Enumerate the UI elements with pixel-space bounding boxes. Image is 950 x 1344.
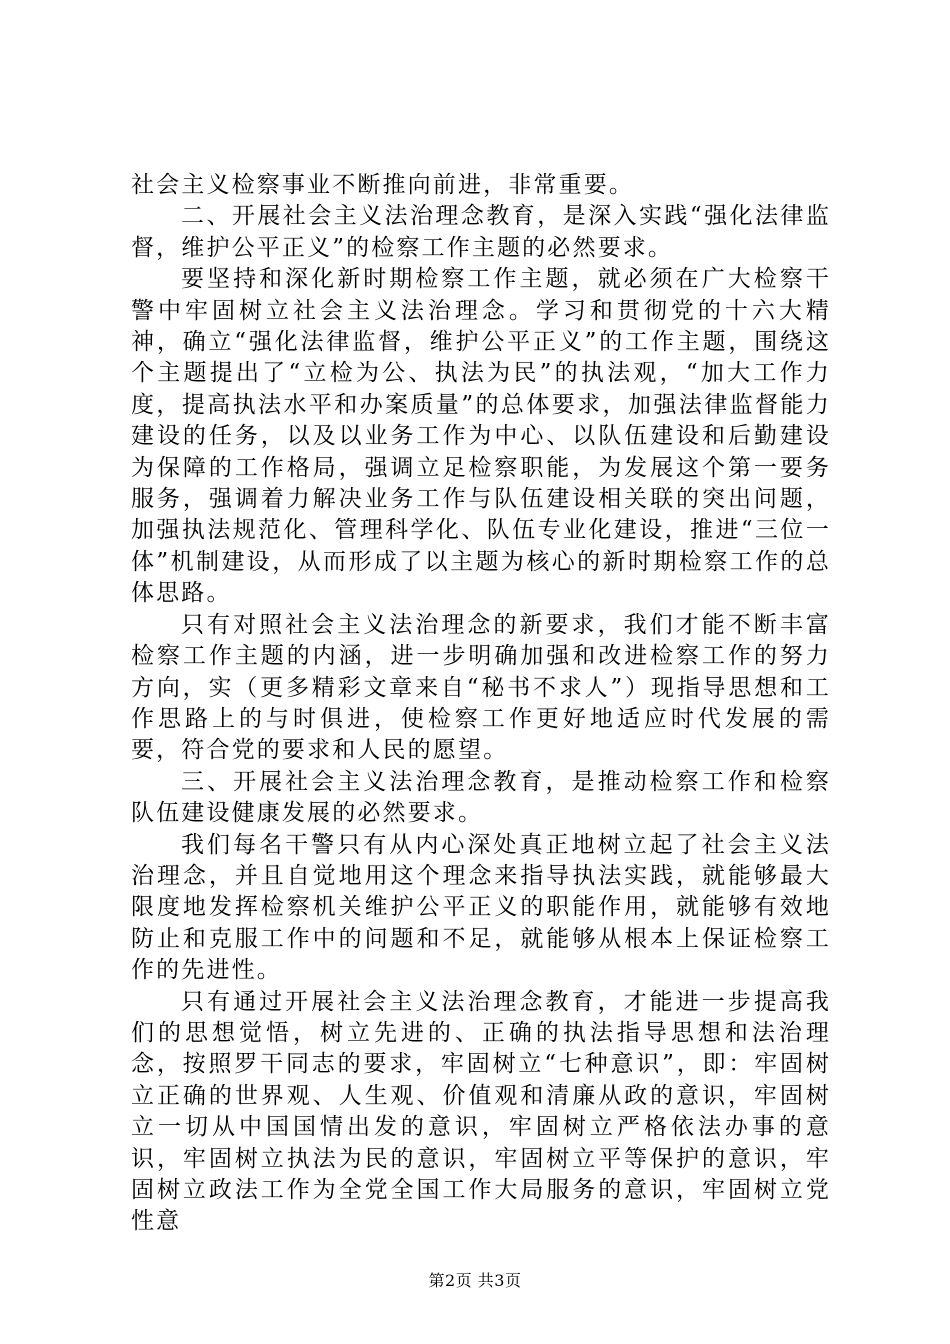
paragraph: 只有通过开展社会主义法治理念教育，才能进一步提高我们的思想觉悟，树立先进的、正确的执法指导思想和法治理念，按照罗干同志的要求，牢固树立“七种意识”，即：牢固树立正确的世界观、人生观、价值观和清廉从政的意识，牢固树立一切从中国国情出发的意识，牢固树立严格依法办事的意识，牢固树立执法为民的意识，牢固树立平等保护的意识，牢固树立政法工作为全党全国工作大局服务的意识，牢固树立党性意 [131, 988, 831, 1235]
paragraph-continuation: 社会主义检察事业不断推向前进，非常重要。 [131, 172, 634, 198]
paragraph: 要坚持和深化新时期检察工作主题，就必须在广大检察干警中牢固树立社会主义法治理念。学习和贯彻党的十六大精神，确立“强化法律监督，维护公平正义”的工作主题，围绕这个主题提出了“立检为公、执法为民”的执法观，“加大工作力度，提高执法水平和办案质量”的总体要求，加强法律监督能力建设的任务，以及以业务工作为中心、以队伍建设和后勤建设为保障的工作格局，强调立足检察职能，为发展这个第一要务服务，强调着力解决业务工作与队伍建设相关联的突出问题，加强执法规范化、管理科学化、队伍专业化建设，推进“三位一体”机制建设，从而形成了以主题为核心的新时期检察工作的总体思路。 [131, 266, 831, 607]
paragraph: 我们每名干警只有从内心深处真正地树立起了社会主义法治理念，并且自觉地用这个理念来指导执法实践，就能够最大限度地发挥检察机关维护公平正义的职能作用，就能够有效地防止和克服工作中的问题和不足，就能够从根本上保证检察工作的先进性。 [131, 831, 831, 984]
document-body [131, 170, 831, 1238]
page-number-label: 第2页 共3页 [428, 1271, 522, 1290]
paragraph-heading-two: 二、开展社会主义法治理念教育，是深入实践“强化法律监督，维护公平正义”的检察工作主题的必然要求。 [131, 203, 831, 261]
page-footer [0, 1271, 950, 1291]
paragraph-heading-three: 三、开展社会主义法治理念教育，是推动检察工作和检察队伍建设健康发展的必然要求。 [131, 768, 831, 827]
paragraph: 只有对照社会主义法治理念的新要求，我们才能不断丰富检察工作主题的内涵，进一步明确加强和改进检察工作的努力方向，实（更多精彩文章来自“秘书不求人”）现指导思想和工作思路上的与时俱进，使检察工作更好地适应时代发展的需要，符合党的要求和人民的愿望。 [131, 611, 831, 764]
